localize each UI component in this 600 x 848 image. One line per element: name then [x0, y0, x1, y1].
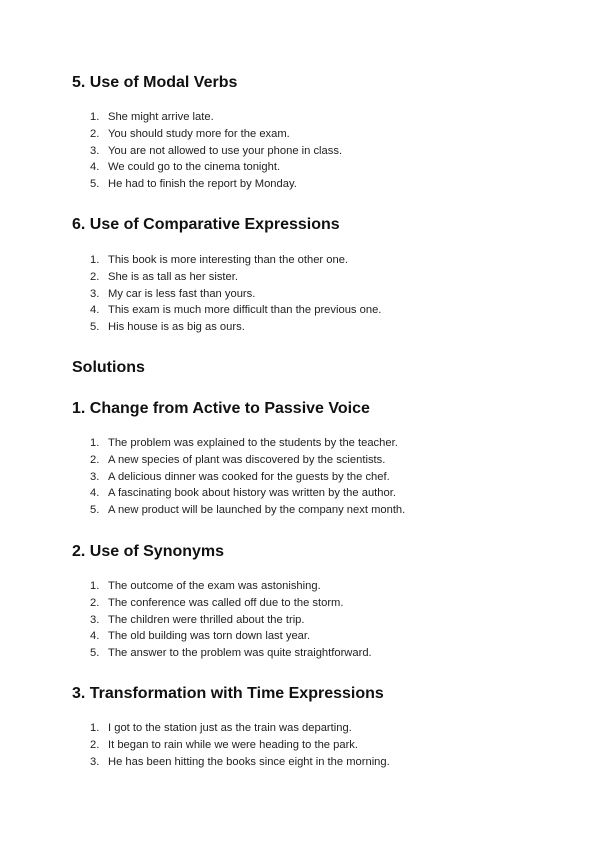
section-heading-synonyms: 2. Use of Synonyms — [72, 543, 225, 560]
item-number: 3. — [90, 470, 100, 483]
item-number: 1. — [90, 580, 100, 592]
list-item — [90, 612, 372, 629]
section-heading-modal-verbs: 5. Use of Modal Verbs — [72, 74, 238, 91]
section-heading-comparative-expressions: 6. Use of Comparative Expressions — [72, 216, 340, 233]
item-text: A delicious dinner was cooked for the guests by the chef. — [108, 470, 390, 483]
item-number: 1. — [90, 437, 100, 449]
time-expressions-list — [90, 720, 390, 770]
item-number: 2. — [90, 738, 100, 751]
item-number: 1. — [90, 111, 100, 123]
item-text: She might arrive late. — [108, 111, 214, 123]
list-item — [90, 502, 405, 519]
list-item — [90, 286, 381, 303]
item-text: A fascinating book about history was written by the author. — [108, 487, 396, 500]
item-number: 3. — [90, 144, 100, 157]
item-number: 4. — [90, 630, 100, 643]
list-item — [90, 737, 390, 754]
list-item — [90, 452, 405, 469]
item-text: The children were thrilled about the trip. — [108, 613, 305, 626]
comparative-expressions-list — [90, 252, 381, 336]
item-text: This book is more interesting than the other one. — [108, 254, 349, 266]
solutions-heading: Solutions — [72, 359, 145, 376]
item-number: 3. — [90, 287, 100, 300]
item-text: The answer to the problem was quite straightforward. — [108, 647, 372, 660]
section-heading-time-expressions: 3. Transformation with Time Expressions — [72, 685, 384, 702]
list-item — [90, 595, 372, 612]
item-text: He had to finish the report by Monday. — [108, 178, 297, 191]
item-number: 5. — [90, 504, 100, 517]
item-number: 2. — [90, 127, 100, 140]
list-item — [90, 754, 390, 771]
modal-verbs-list — [90, 109, 342, 193]
passive-voice-list — [90, 435, 405, 519]
list-item — [90, 720, 390, 737]
item-text: His house is as big as ours. — [108, 321, 245, 334]
item-text: The old building was torn down last year. — [108, 630, 311, 643]
list-item — [90, 485, 405, 502]
item-text: We could go to the cinema tonight. — [108, 161, 281, 174]
list-item — [90, 302, 381, 319]
item-number: 3. — [90, 613, 100, 626]
list-item — [90, 143, 342, 160]
item-text: It began to rain while we were heading to the park. — [108, 738, 359, 751]
item-number: 2. — [90, 270, 100, 283]
item-text: He has been hitting the books since eight in the morning. — [108, 755, 390, 768]
item-number: 3. — [90, 755, 100, 768]
list-item — [90, 578, 372, 595]
item-text: The problem was explained to the students by the teacher. — [108, 437, 398, 449]
item-text: The outcome of the exam was astonishing. — [108, 580, 321, 592]
item-number: 1. — [90, 722, 100, 734]
item-text: A new species of plant was discovered by the scientists. — [108, 453, 386, 466]
list-item — [90, 252, 381, 269]
section-heading-passive-voice: 1. Change from Active to Passive Voice — [72, 400, 370, 417]
list-item — [90, 126, 342, 143]
synonyms-list — [90, 578, 372, 662]
item-number: 4. — [90, 487, 100, 500]
item-number: 2. — [90, 596, 100, 609]
list-item — [90, 159, 342, 176]
item-text: A new product will be launched by the company next month. — [108, 504, 406, 517]
item-number: 4. — [90, 161, 100, 174]
list-item — [90, 176, 342, 193]
item-number: 1. — [90, 254, 100, 266]
item-text: My car is less fast than yours. — [108, 287, 256, 300]
item-text: This exam is much more difficult than the previous one. — [108, 304, 382, 317]
list-item — [90, 319, 381, 336]
item-text: You should study more for the exam. — [108, 127, 290, 140]
list-item — [90, 109, 342, 126]
item-number: 4. — [90, 304, 100, 317]
item-text: You are not allowed to use your phone in class. — [108, 144, 343, 157]
list-item — [90, 469, 405, 486]
list-item — [90, 269, 381, 286]
item-number: 5. — [90, 321, 100, 334]
list-item — [90, 435, 405, 452]
item-number: 5. — [90, 178, 100, 191]
item-text: The conference was called off due to the storm. — [108, 596, 344, 609]
item-number: 5. — [90, 647, 100, 660]
list-item — [90, 645, 372, 662]
item-text: She is as tall as her sister. — [108, 270, 238, 283]
item-text: I got to the station just as the train was departing. — [108, 722, 352, 734]
list-item — [90, 628, 372, 645]
item-number: 2. — [90, 453, 100, 466]
